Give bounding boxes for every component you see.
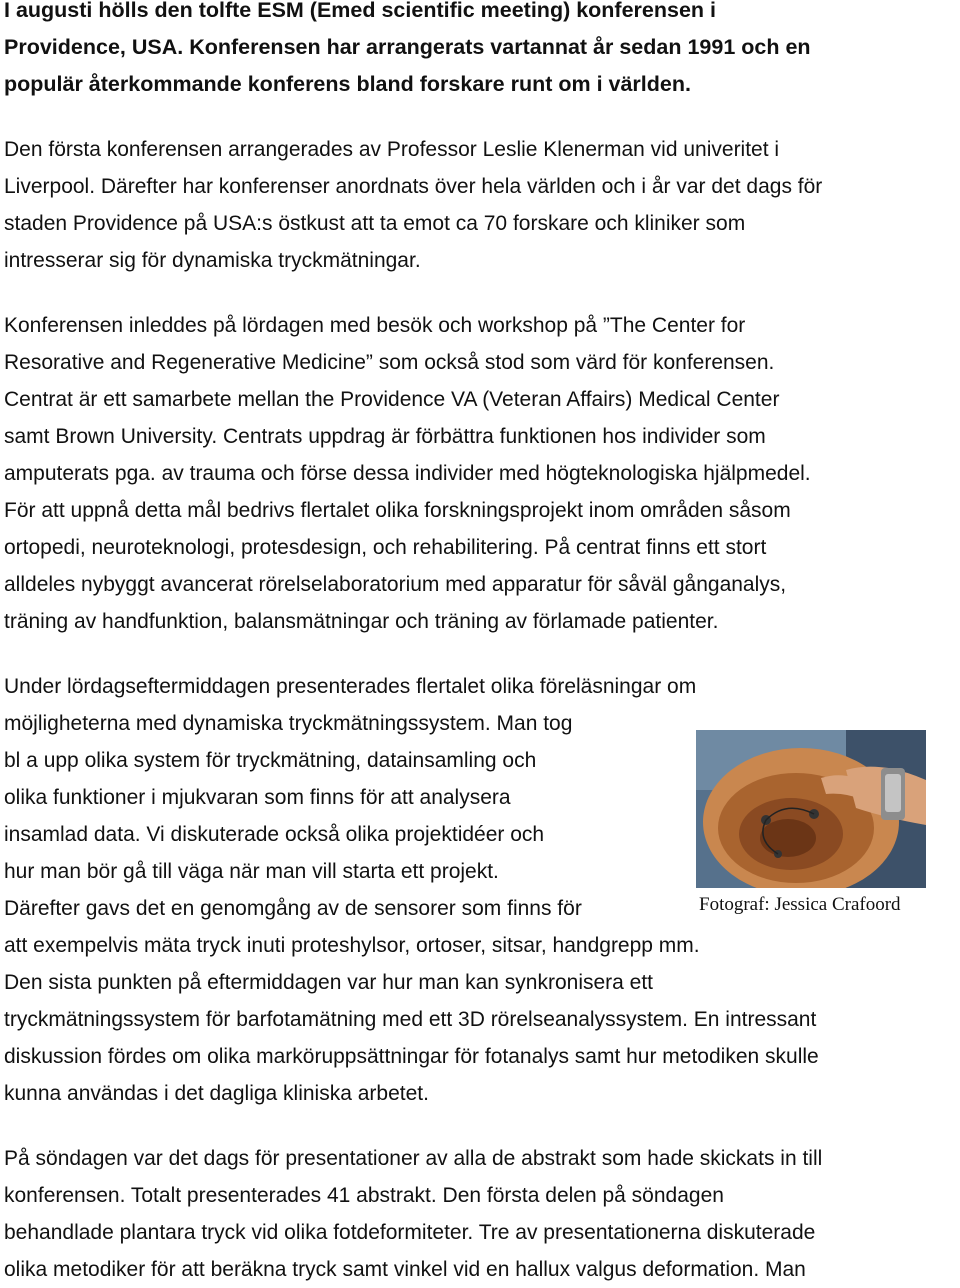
text-line: samt Brown University. Centrats uppdrag är förbättra funktionen hos individer som xyxy=(4,425,766,448)
text-line: intresserar sig för dynamiska tryckmätningar. xyxy=(4,249,421,272)
text-line: olika metodiker för att beräkna tryck samt vinkel vid en hallux valgus deformation. Man xyxy=(4,1258,806,1281)
text-line: diskussion fördes om olika marköruppsättningar för fotanalys samt hur metodiken skulle xyxy=(4,1045,819,1068)
intro-line: I augusti hölls den tolfte ESM (Emed scientific meeting) konferensen i xyxy=(4,0,716,22)
photo-caption: Fotograf: Jessica Crafoord xyxy=(699,894,901,915)
text-line: För att uppnå detta mål bedrivs flertalet olika forskningsprojekt inom områden såsom xyxy=(4,499,791,522)
socket-photo xyxy=(696,730,926,888)
paragraph-workshop xyxy=(4,307,960,640)
text-line: Under lördagseftermiddagen presenterades flertalet olika föreläsningar om xyxy=(4,675,697,698)
text-line: På söndagen var det dags för presentationer av alla de abstrakt som hade skickats in till xyxy=(4,1147,823,1170)
text-line: hur man bör gå till väga när man vill starta ett projekt. xyxy=(4,860,499,883)
text-line: Den sista punkten på eftermiddagen var hur man kan synkronisera ett xyxy=(4,971,654,994)
text-line: Den första konferensen arrangerades av Professor Leslie Klenerman vid univeritet i xyxy=(4,138,780,161)
text-line: kunna användas i det dagliga kliniska arbetet. xyxy=(4,1082,429,1105)
text-line: insamlad data. Vi diskuterade också olika projektidéer och xyxy=(4,823,545,846)
text-line: alldeles nybyggt avancerat rörelselaboratorium med apparatur för såväl gånganalys, xyxy=(4,573,787,596)
text-line: träning av handfunktion, balansmätningar och träning av förlamade patienter. xyxy=(4,610,719,633)
text-line: ortopedi, neuroteknologi, protesdesign, och rehabilitering. På centrat finns ett stort xyxy=(4,536,767,559)
intro-line: populär återkommande konferens bland forskare runt om i världen. xyxy=(4,72,691,96)
text-line: amputerats pga. av trauma och förse dessa individer med högteknologiska hjälpmedel. xyxy=(4,462,811,485)
text-line: möjligheterna med dynamiska tryckmätningssystem. Man tog xyxy=(4,712,573,735)
intro-line: Providence, USA. Konferensen har arrangerats vartannat år sedan 1991 och en xyxy=(4,35,811,59)
text-line: konferensen. Totalt presenterades 41 abstrakt. Den första delen på söndagen xyxy=(4,1184,724,1207)
text-line: tryckmätningssystem för barfotamätning med ett 3D rörelseanalyssystem. En intressant xyxy=(4,1008,817,1031)
document-page xyxy=(4,0,960,1288)
text-line: Konferensen inleddes på lördagen med besök och workshop på ”The Center for xyxy=(4,314,746,337)
text-line: att exempelvis mäta tryck inuti proteshylsor, ortoser, sitsar, handgrepp mm. xyxy=(4,934,700,957)
text-line: behandlade plantara tryck vid olika fotdeformiteter. Tre av presentationerna diskuterade xyxy=(4,1221,816,1244)
paragraph-sunday xyxy=(4,1140,960,1288)
text-line: Liverpool. Därefter har konferenser anordnats över hela världen och i år var det dags för xyxy=(4,175,823,198)
text-line: Därefter gavs det en genomgång av de sensorer som finns för xyxy=(4,897,582,920)
text-line: Centrat är ett samarbete mellan the Providence VA (Veteran Affairs) Medical Center xyxy=(4,388,780,411)
text-line: olika funktioner i mjukvaran som finns för att analysera xyxy=(4,786,511,809)
figure xyxy=(696,730,926,916)
text-line: staden Providence på USA:s östkust att ta emot ca 70 forskare och kliniker som xyxy=(4,212,746,235)
photo-image xyxy=(696,730,926,888)
text-line: Resorative and Regenerative Medicine” som också stod som värd för konferensen. xyxy=(4,351,775,374)
paragraph-history xyxy=(4,131,960,279)
text-line: bl a upp olika system för tryckmätning, datainsamling och xyxy=(4,749,537,772)
intro-paragraph xyxy=(4,0,960,103)
